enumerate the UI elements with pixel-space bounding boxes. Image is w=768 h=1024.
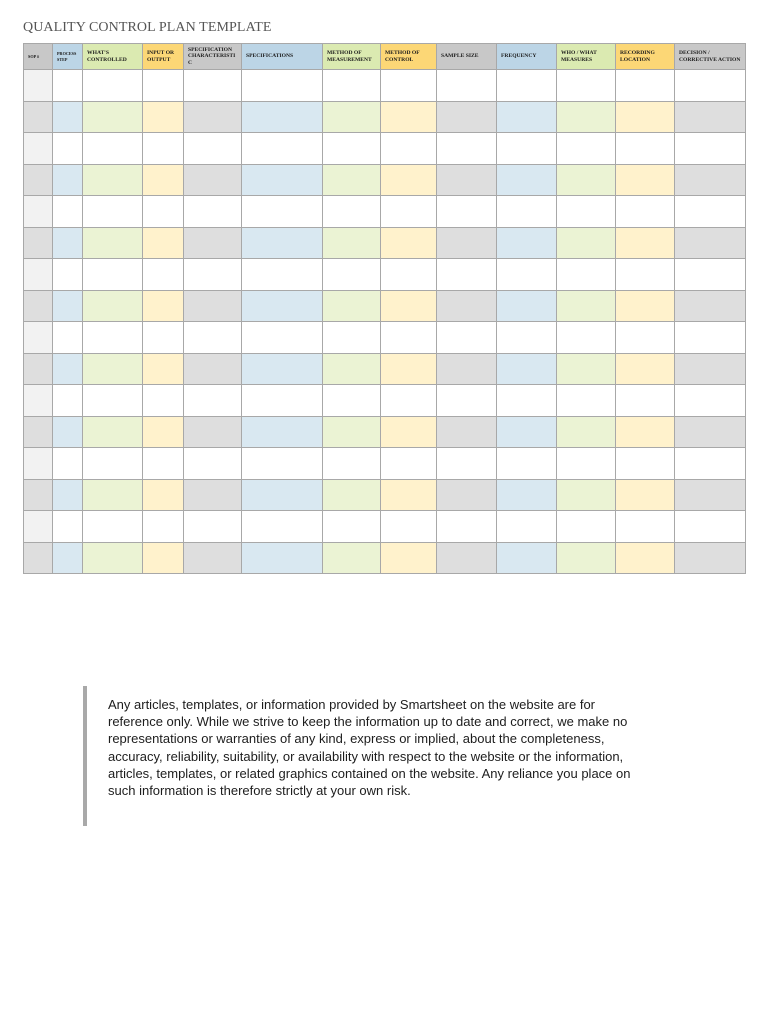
table-cell-specifications[interactable] [242, 416, 323, 448]
table-cell-decision-action[interactable] [675, 542, 746, 574]
table-cell-frequency[interactable] [497, 322, 557, 354]
table-cell-recording-location[interactable] [616, 290, 675, 322]
table-cell-whats-controlled[interactable] [83, 196, 143, 228]
table-cell-input-output[interactable] [143, 290, 184, 322]
table-cell-spec-characteristic[interactable] [184, 227, 242, 259]
table-row [24, 322, 746, 354]
table-cell-frequency[interactable] [497, 70, 557, 102]
column-header-input-output: INPUT OR OUTPUT [143, 44, 184, 70]
table-cell-input-output[interactable] [143, 133, 184, 165]
table-cell-sample-size[interactable] [437, 322, 497, 354]
table-cell-who-measures[interactable] [557, 133, 616, 165]
table-cell-decision-action[interactable] [675, 101, 746, 133]
column-header-who-measures: WHO / WHAT MEASURES [557, 44, 616, 70]
table-cell-process-step[interactable] [53, 542, 83, 574]
table-cell-whats-controlled[interactable] [83, 385, 143, 417]
table-cell-method-control[interactable] [381, 511, 437, 543]
table-cell-decision-action[interactable] [675, 164, 746, 196]
table-cell-method-measurement[interactable] [323, 164, 381, 196]
table-cell-sample-size[interactable] [437, 416, 497, 448]
table-cell-process-step[interactable] [53, 70, 83, 102]
table-cell-sop[interactable] [24, 322, 53, 354]
table-cell-specifications[interactable] [242, 196, 323, 228]
column-header-spec-characteristic: SPECIFICATION CHARACTERISTIC [184, 44, 242, 70]
table-cell-sop[interactable] [24, 227, 53, 259]
table-cell-method-measurement[interactable] [323, 70, 381, 102]
table-cell-decision-action[interactable] [675, 479, 746, 511]
table-cell-frequency[interactable] [497, 511, 557, 543]
table-cell-sample-size[interactable] [437, 227, 497, 259]
table-cell-specifications[interactable] [242, 133, 323, 165]
quality-control-plan-table [23, 43, 746, 574]
table-cell-input-output[interactable] [143, 353, 184, 385]
table-cell-input-output[interactable] [143, 322, 184, 354]
table-cell-spec-characteristic[interactable] [184, 101, 242, 133]
table-cell-recording-location[interactable] [616, 227, 675, 259]
table-cell-spec-characteristic[interactable] [184, 322, 242, 354]
table-cell-sop[interactable] [24, 511, 53, 543]
table-cell-method-control[interactable] [381, 164, 437, 196]
table-cell-decision-action[interactable] [675, 133, 746, 165]
table-cell-input-output[interactable] [143, 101, 184, 133]
table-cell-process-step[interactable] [53, 322, 83, 354]
table-cell-input-output[interactable] [143, 164, 184, 196]
table-cell-who-measures[interactable] [557, 259, 616, 291]
table-cell-process-step[interactable] [53, 227, 83, 259]
table-cell-method-measurement[interactable] [323, 479, 381, 511]
table-cell-recording-location[interactable] [616, 416, 675, 448]
table-cell-sample-size[interactable] [437, 101, 497, 133]
table-cell-recording-location[interactable] [616, 385, 675, 417]
table-cell-sample-size[interactable] [437, 385, 497, 417]
table-row [24, 101, 746, 133]
table-cell-specifications[interactable] [242, 353, 323, 385]
table-cell-method-control[interactable] [381, 70, 437, 102]
table-cell-sample-size[interactable] [437, 511, 497, 543]
table-cell-who-measures[interactable] [557, 290, 616, 322]
table-row [24, 353, 746, 385]
table-cell-method-measurement[interactable] [323, 133, 381, 165]
table-cell-spec-characteristic[interactable] [184, 448, 242, 480]
table-cell-sop[interactable] [24, 416, 53, 448]
table-cell-frequency[interactable] [497, 290, 557, 322]
disclaimer-text: Any articles, templates, or information provided by Smartsheet on the website are for reference only. While we strive to keep the information up to date and correct, we make no representations or warranties of any kind, express or implied, about the completeness, accuracy, reliability, suitability, or availability with respect to the website or the information, articles, templates, or related graphics contained on the website. Any reliance you place on such information is therefore strictly at your own risk. [108, 697, 631, 799]
table-cell-recording-location[interactable] [616, 196, 675, 228]
table-cell-process-step[interactable] [53, 290, 83, 322]
table-cell-method-control[interactable] [381, 353, 437, 385]
table-cell-spec-characteristic[interactable] [184, 133, 242, 165]
table-cell-method-control[interactable] [381, 322, 437, 354]
table-cell-sop[interactable] [24, 479, 53, 511]
table-cell-process-step[interactable] [53, 416, 83, 448]
table-cell-sop[interactable] [24, 290, 53, 322]
table-cell-method-measurement[interactable] [323, 448, 381, 480]
table-cell-who-measures[interactable] [557, 416, 616, 448]
table-cell-spec-characteristic[interactable] [184, 511, 242, 543]
table-cell-who-measures[interactable] [557, 511, 616, 543]
table-cell-frequency[interactable] [497, 196, 557, 228]
table-cell-frequency[interactable] [497, 353, 557, 385]
table-cell-whats-controlled[interactable] [83, 322, 143, 354]
table-cell-method-measurement[interactable] [323, 101, 381, 133]
table-row [24, 259, 746, 291]
table-cell-whats-controlled[interactable] [83, 101, 143, 133]
table-cell-sop[interactable] [24, 133, 53, 165]
table-cell-method-measurement[interactable] [323, 511, 381, 543]
table-cell-who-measures[interactable] [557, 196, 616, 228]
table-cell-specifications[interactable] [242, 542, 323, 574]
table-cell-method-measurement[interactable] [323, 290, 381, 322]
table-cell-sample-size[interactable] [437, 542, 497, 574]
table-cell-specifications[interactable] [242, 385, 323, 417]
table-cell-sop[interactable] [24, 164, 53, 196]
table-row [24, 290, 746, 322]
table-row [24, 542, 746, 574]
table-cell-method-control[interactable] [381, 290, 437, 322]
table-cell-decision-action[interactable] [675, 511, 746, 543]
table-cell-process-step[interactable] [53, 479, 83, 511]
table-cell-whats-controlled[interactable] [83, 479, 143, 511]
table-cell-decision-action[interactable] [675, 70, 746, 102]
table-cell-method-control[interactable] [381, 133, 437, 165]
table-cell-process-step[interactable] [53, 133, 83, 165]
table-cell-frequency[interactable] [497, 227, 557, 259]
table-cell-method-measurement[interactable] [323, 196, 381, 228]
table-cell-who-measures[interactable] [557, 227, 616, 259]
table-cell-method-measurement[interactable] [323, 416, 381, 448]
table-cell-sample-size[interactable] [437, 353, 497, 385]
table-cell-decision-action[interactable] [675, 196, 746, 228]
table-cell-recording-location[interactable] [616, 448, 675, 480]
table-cell-process-step[interactable] [53, 101, 83, 133]
table-cell-sop[interactable] [24, 353, 53, 385]
table-cell-frequency[interactable] [497, 448, 557, 480]
table-cell-method-control[interactable] [381, 101, 437, 133]
table-cell-sop[interactable] [24, 448, 53, 480]
table-cell-whats-controlled[interactable] [83, 259, 143, 291]
table-cell-recording-location[interactable] [616, 353, 675, 385]
column-header-sample-size: SAMPLE SIZE [437, 44, 497, 70]
table-cell-input-output[interactable] [143, 196, 184, 228]
table-cell-spec-characteristic[interactable] [184, 259, 242, 291]
table-cell-recording-location[interactable] [616, 542, 675, 574]
table-cell-specifications[interactable] [242, 101, 323, 133]
table-cell-sample-size[interactable] [437, 164, 497, 196]
table-cell-spec-characteristic[interactable] [184, 196, 242, 228]
table-cell-specifications[interactable] [242, 290, 323, 322]
table-cell-who-measures[interactable] [557, 322, 616, 354]
table-cell-who-measures[interactable] [557, 101, 616, 133]
table-cell-whats-controlled[interactable] [83, 290, 143, 322]
table-cell-frequency[interactable] [497, 416, 557, 448]
table-cell-sop[interactable] [24, 259, 53, 291]
table-cell-whats-controlled[interactable] [83, 133, 143, 165]
table-cell-who-measures[interactable] [557, 542, 616, 574]
table-cell-decision-action[interactable] [675, 353, 746, 385]
table-cell-specifications[interactable] [242, 479, 323, 511]
table-cell-input-output[interactable] [143, 542, 184, 574]
table-cell-frequency[interactable] [497, 259, 557, 291]
table-cell-process-step[interactable] [53, 259, 83, 291]
table-cell-frequency[interactable] [497, 542, 557, 574]
table-cell-recording-location[interactable] [616, 479, 675, 511]
table-cell-method-control[interactable] [381, 227, 437, 259]
table-cell-process-step[interactable] [53, 164, 83, 196]
table-cell-frequency[interactable] [497, 164, 557, 196]
column-header-recording-location: RECORDING LOCATION [616, 44, 675, 70]
table-cell-decision-action[interactable] [675, 416, 746, 448]
table-cell-input-output[interactable] [143, 511, 184, 543]
table-cell-spec-characteristic[interactable] [184, 416, 242, 448]
table-cell-whats-controlled[interactable] [83, 448, 143, 480]
table-cell-process-step[interactable] [53, 196, 83, 228]
table-cell-whats-controlled[interactable] [83, 416, 143, 448]
table-cell-method-control[interactable] [381, 196, 437, 228]
table-cell-sample-size[interactable] [437, 196, 497, 228]
table-cell-sop[interactable] [24, 70, 53, 102]
table-cell-decision-action[interactable] [675, 259, 746, 291]
table-cell-process-step[interactable] [53, 385, 83, 417]
table-cell-who-measures[interactable] [557, 353, 616, 385]
table-cell-decision-action[interactable] [675, 227, 746, 259]
table-cell-sample-size[interactable] [437, 290, 497, 322]
table-cell-method-measurement[interactable] [323, 542, 381, 574]
table-cell-process-step[interactable] [53, 511, 83, 543]
column-header-frequency: FREQUENCY [497, 44, 557, 70]
table-cell-sample-size[interactable] [437, 479, 497, 511]
table-cell-process-step[interactable] [53, 353, 83, 385]
column-header-method-measurement: METHOD OF MEASUREMENT [323, 44, 381, 70]
table-cell-recording-location[interactable] [616, 322, 675, 354]
table-cell-method-measurement[interactable] [323, 385, 381, 417]
table-cell-who-measures[interactable] [557, 70, 616, 102]
table-cell-recording-location[interactable] [616, 101, 675, 133]
table-row [24, 196, 746, 228]
table-cell-whats-controlled[interactable] [83, 164, 143, 196]
table-cell-who-measures[interactable] [557, 164, 616, 196]
table-cell-sop[interactable] [24, 101, 53, 133]
table-cell-decision-action[interactable] [675, 385, 746, 417]
table-cell-recording-location[interactable] [616, 164, 675, 196]
table-cell-method-control[interactable] [381, 416, 437, 448]
table-cell-who-measures[interactable] [557, 448, 616, 480]
column-header-sop: SOP # [24, 44, 53, 70]
table-cell-input-output[interactable] [143, 385, 184, 417]
table-cell-spec-characteristic[interactable] [184, 70, 242, 102]
table-row [24, 164, 746, 196]
table-row [24, 133, 746, 165]
table-cell-whats-controlled[interactable] [83, 353, 143, 385]
table-row [24, 70, 746, 102]
table-cell-spec-characteristic[interactable] [184, 479, 242, 511]
table-cell-sample-size[interactable] [437, 259, 497, 291]
table-row [24, 511, 746, 543]
table-cell-sop[interactable] [24, 196, 53, 228]
table-cell-recording-location[interactable] [616, 70, 675, 102]
table-cell-process-step[interactable] [53, 448, 83, 480]
table-cell-recording-location[interactable] [616, 511, 675, 543]
table-cell-method-measurement[interactable] [323, 322, 381, 354]
table-cell-sample-size[interactable] [437, 133, 497, 165]
table-cell-input-output[interactable] [143, 70, 184, 102]
table-cell-method-measurement[interactable] [323, 259, 381, 291]
page-title: QUALITY CONTROL PLAN TEMPLATE [23, 20, 272, 35]
table-cell-method-measurement[interactable] [323, 353, 381, 385]
table-cell-spec-characteristic[interactable] [184, 542, 242, 574]
table-cell-input-output[interactable] [143, 227, 184, 259]
table-cell-input-output[interactable] [143, 416, 184, 448]
table-row [24, 448, 746, 480]
table-cell-frequency[interactable] [497, 101, 557, 133]
column-header-specifications: SPECIFICATIONS [242, 44, 323, 70]
table-cell-method-measurement[interactable] [323, 227, 381, 259]
table-cell-spec-characteristic[interactable] [184, 353, 242, 385]
table-cell-input-output[interactable] [143, 259, 184, 291]
table-cell-who-measures[interactable] [557, 479, 616, 511]
table-cell-specifications[interactable] [242, 259, 323, 291]
table-cell-spec-characteristic[interactable] [184, 164, 242, 196]
table-cell-whats-controlled[interactable] [83, 511, 143, 543]
table-cell-specifications[interactable] [242, 448, 323, 480]
table-cell-input-output[interactable] [143, 448, 184, 480]
column-header-whats-controlled: WHAT'S CONTROLLED [83, 44, 143, 70]
table-cell-specifications[interactable] [242, 227, 323, 259]
table-cell-recording-location[interactable] [616, 133, 675, 165]
table-cell-method-control[interactable] [381, 385, 437, 417]
table-cell-spec-characteristic[interactable] [184, 290, 242, 322]
table-cell-specifications[interactable] [242, 322, 323, 354]
table-cell-sample-size[interactable] [437, 448, 497, 480]
table-cell-decision-action[interactable] [675, 290, 746, 322]
table-cell-input-output[interactable] [143, 479, 184, 511]
table-cell-frequency[interactable] [497, 133, 557, 165]
column-header-decision-action: DECISION / CORRECTIVE ACTION [675, 44, 746, 70]
table-cell-method-control[interactable] [381, 479, 437, 511]
table-cell-whats-controlled[interactable] [83, 542, 143, 574]
table-cell-method-control[interactable] [381, 448, 437, 480]
table-cell-specifications[interactable] [242, 164, 323, 196]
table-cell-whats-controlled[interactable] [83, 227, 143, 259]
table-header-row [24, 44, 746, 70]
table-cell-recording-location[interactable] [616, 259, 675, 291]
table-cell-method-control[interactable] [381, 259, 437, 291]
column-header-method-control: METHOD OF CONTROL [381, 44, 437, 70]
table-cell-sop[interactable] [24, 385, 53, 417]
table-cell-sample-size[interactable] [437, 70, 497, 102]
table-cell-frequency[interactable] [497, 385, 557, 417]
table-cell-decision-action[interactable] [675, 448, 746, 480]
table-cell-specifications[interactable] [242, 511, 323, 543]
column-header-process-step: PROCESS STEP [53, 44, 83, 70]
table-cell-who-measures[interactable] [557, 385, 616, 417]
table-row [24, 416, 746, 448]
table-cell-spec-characteristic[interactable] [184, 385, 242, 417]
disclaimer-box [83, 686, 653, 826]
table-cell-frequency[interactable] [497, 479, 557, 511]
table-cell-specifications[interactable] [242, 70, 323, 102]
table-cell-sop[interactable] [24, 542, 53, 574]
table-cell-whats-controlled[interactable] [83, 70, 143, 102]
table-cell-decision-action[interactable] [675, 322, 746, 354]
table-row [24, 227, 746, 259]
table-row [24, 479, 746, 511]
table-row [24, 385, 746, 417]
table-body [24, 70, 746, 574]
table-cell-method-control[interactable] [381, 542, 437, 574]
